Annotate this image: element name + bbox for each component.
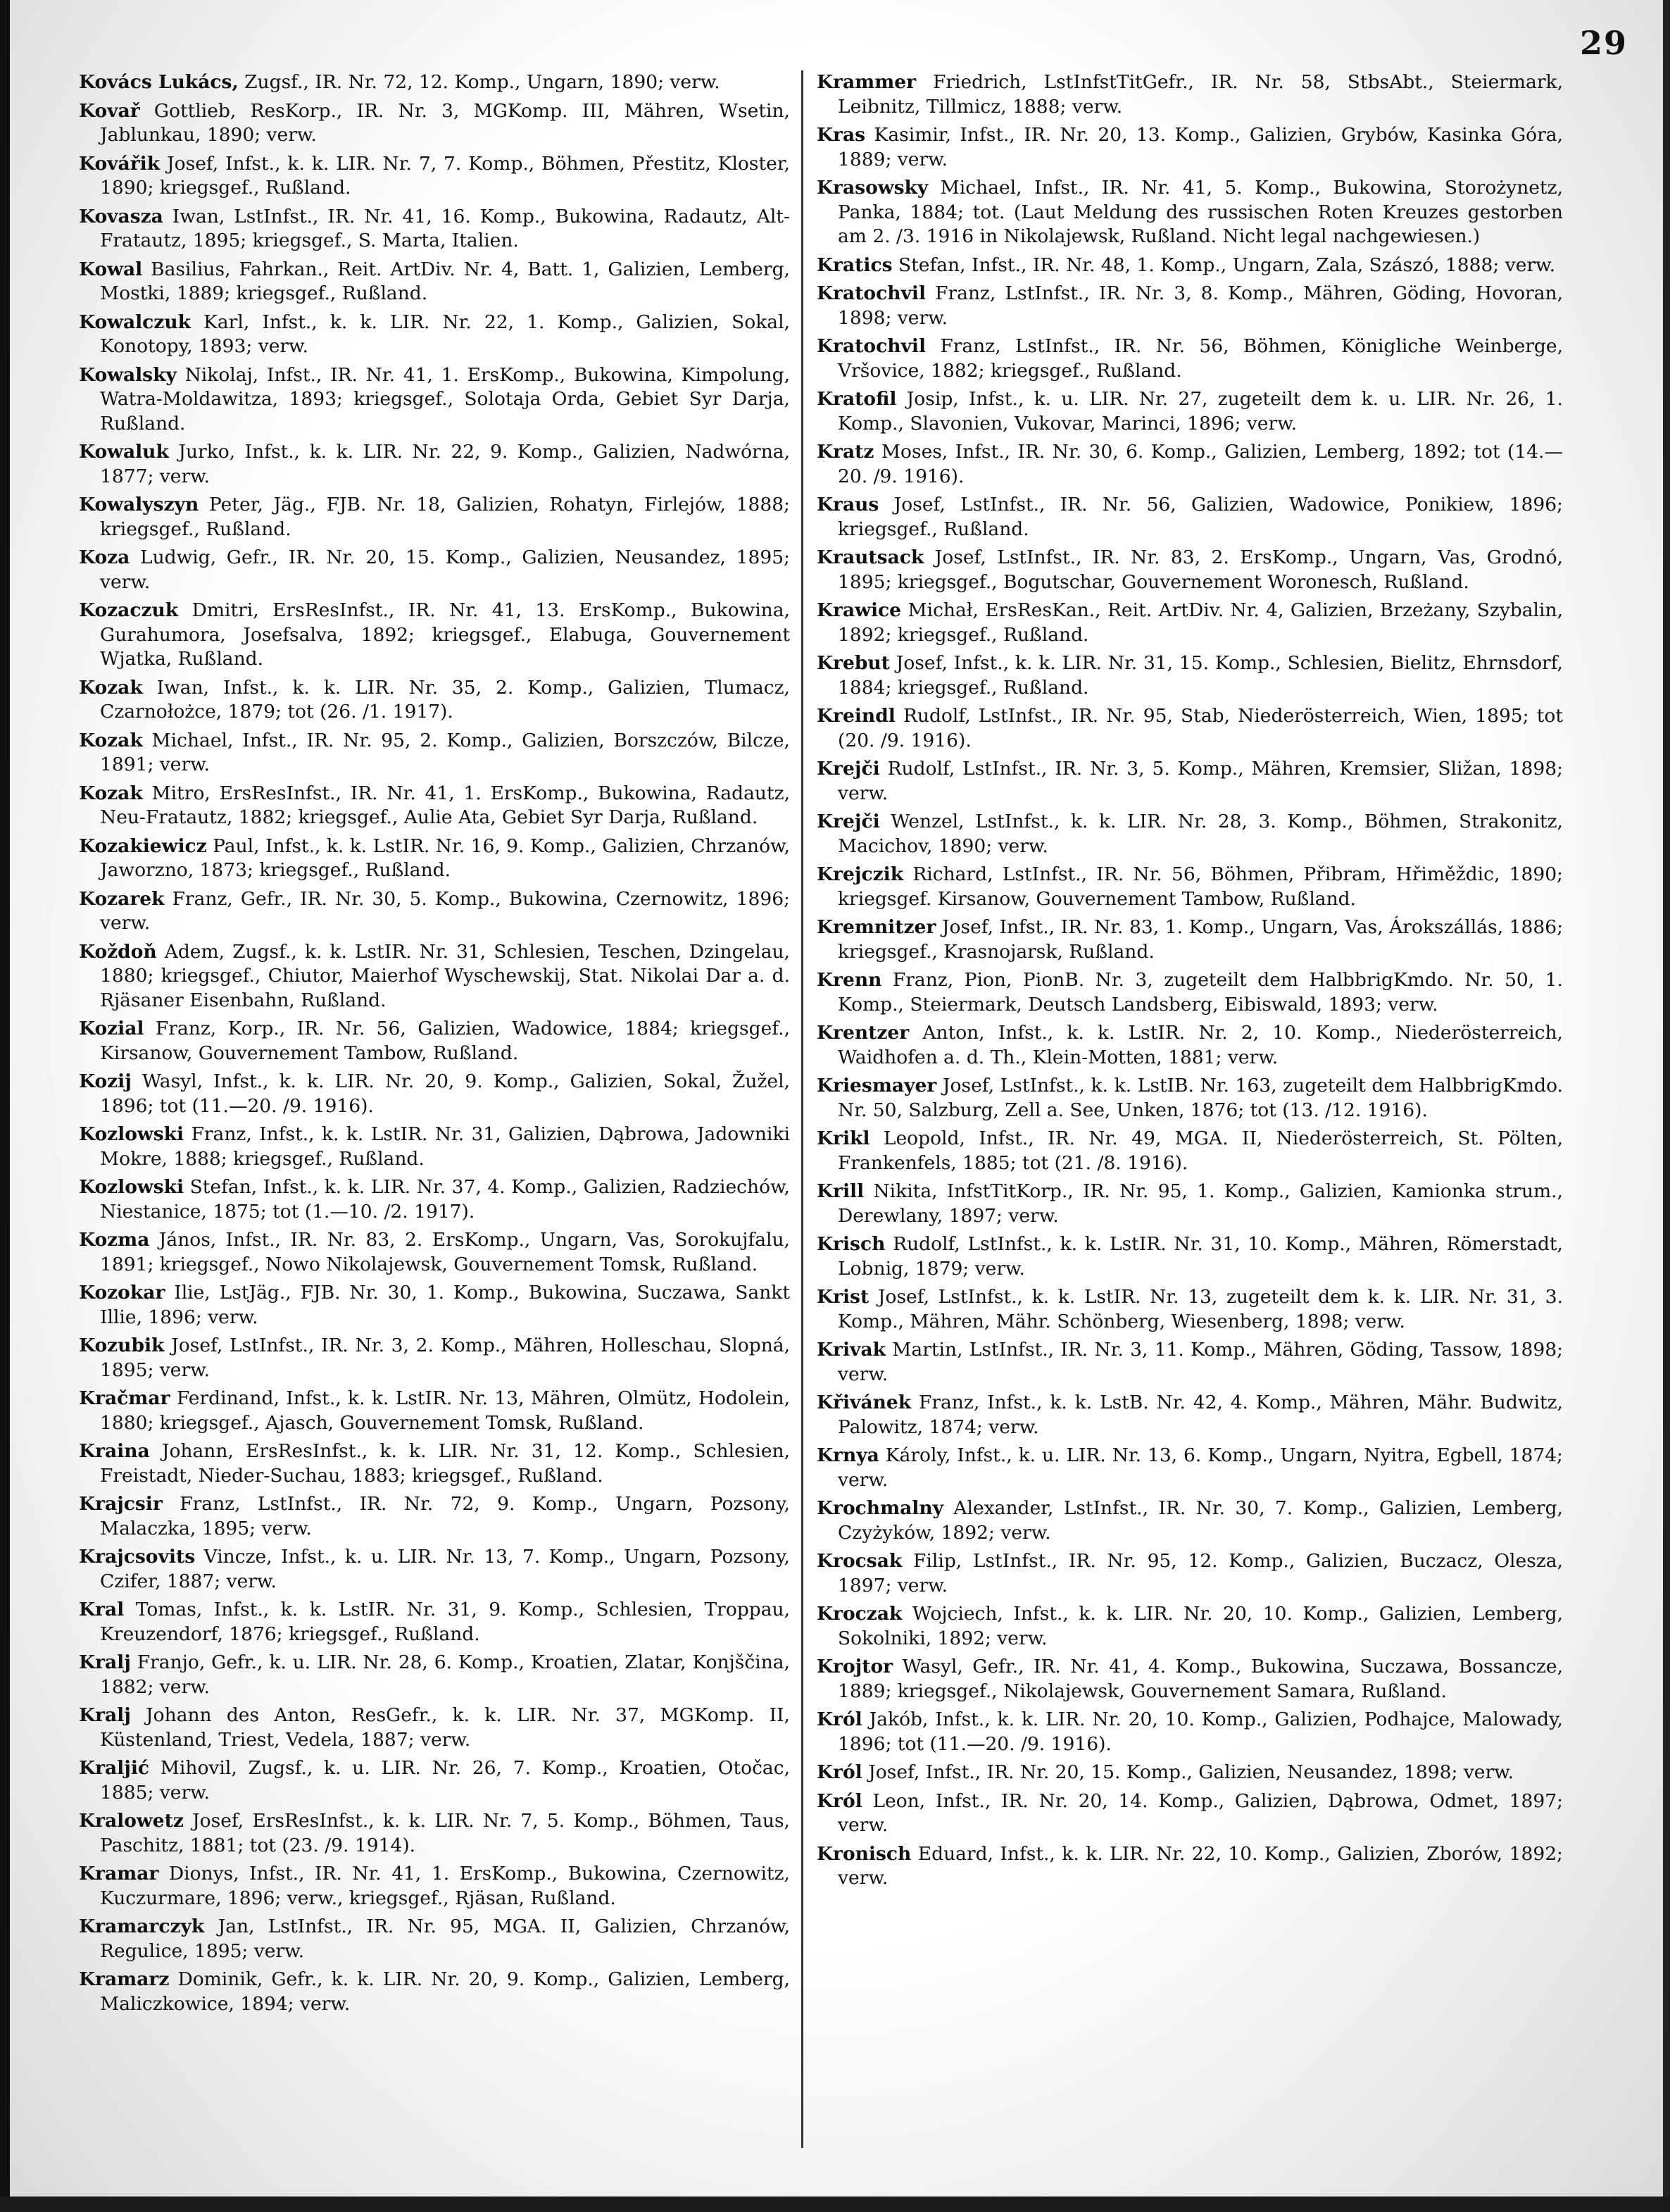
scan-edge-bottom (0, 2197, 1670, 2212)
right-column (817, 70, 1563, 2183)
entry-details: Wasyl, Gefr., IR. Nr. 41, 4. Komp., Bukowina, Suczawa, Bossancze, 1889; kriegsgef., Nikolajewsk, Gouvernement Samara, Rußland. (838, 1656, 1563, 1702)
entry-details: Wasyl, Infst., k. k. LIR. Nr. 20, 9. Komp., Galizien, Sokal, Žužel, 1896; tot (11.—20. /9. 1916). (100, 1070, 790, 1117)
register-entry (817, 1180, 1563, 1228)
register-entry (817, 493, 1563, 542)
entry-surname: Kraina (79, 1440, 150, 1462)
register-entry (79, 152, 790, 201)
entry-surname: Kozial (79, 1018, 144, 1039)
entry-surname: Krawice (817, 599, 902, 621)
register-entry (79, 676, 790, 725)
register-entry (817, 546, 1563, 594)
entry-details: Anton, Infst., k. k. LstIR. Nr. 2, 10. Komp., Niederösterreich, Waidhofen a. d. Th., Klein-Motten, 1881; verw. (838, 1022, 1563, 1068)
entry-surname: Król (817, 1761, 862, 1783)
entry-surname: Kratics (817, 254, 893, 276)
entry-details: Richard, LstInfst., IR. Nr. 56, Böhmen, Přibram, Hřiměždic, 1890; kriegsgef. Kirsanow, Gouvernement Tambow, Rußland. (838, 863, 1563, 910)
entry-surname: Krautsack (817, 546, 924, 568)
entry-details: Johann des Anton, ResGefr., k. k. LIR. Nr. 37, MGKomp. II, Küstenland, Triest, Vedela, 1887; verw. (100, 1704, 790, 1751)
entry-details: Paul, Infst., k. k. LstIR. Nr. 16, 9. Komp., Galizien, Chrzanów, Jaworzno, 1873; kriegsgef., Rußland. (100, 835, 790, 881)
register-entry (817, 1655, 1563, 1704)
entry-surname: Krochmalny (817, 1497, 944, 1519)
entry-surname: Kramarczyk (79, 1916, 205, 1937)
register-entry (817, 282, 1563, 330)
entry-surname: Krammer (817, 71, 917, 93)
entry-surname: Kriesmayer (817, 1075, 937, 1096)
entry-details: Nikolaj, Infst., IR. Nr. 41, 1. ErsKomp., Bukowina, Kimpolung, Watra-Moldawitza, 1893; kriegsgef., Solotaja Orda, Gebiet Syr Darja, Rußland. (100, 363, 790, 435)
register-entry (817, 757, 1563, 806)
entry-details: Michał, ErsResKan., Reit. ArtDiv. Nr. 4, Galizien, Brzeżany, Szybalin, 1892; kriegsgef., Rußland. (838, 599, 1563, 646)
entry-surname: Kowalyszyn (79, 494, 199, 515)
entry-details: Eduard, Infst., k. k. LIR. Nr. 22, 10. Komp., Galizien, Zborów, 1892; verw. (838, 1842, 1563, 1889)
entry-surname: Kračmar (79, 1387, 170, 1409)
register-entry (79, 1704, 790, 1752)
entry-surname: Kraus (817, 494, 879, 515)
register-entry (817, 968, 1563, 1017)
entry-surname: Kozlowski (79, 1123, 184, 1145)
register-entry (79, 1334, 790, 1382)
entry-surname: Krajcsovits (79, 1546, 196, 1568)
entry-details: Michael, Infst., IR. Nr. 41, 5. Komp., Bukowina, Storożynetz, Panka, 1884; tot. (Laut Meldung des russischen Roten Kreuzes gestorben am 2. /3. 1916 in Nikolajewsk, Rußland. Nicht legal nachgewiesen.) (838, 177, 1563, 247)
entry-details: Franz, Korp., IR. Nr. 56, Galizien, Wadowice, 1884; kriegsgef., Kirsanow, Gouvernement Tambow, Rußland. (100, 1018, 790, 1064)
register-entry (79, 1439, 790, 1488)
entry-surname: Koza (79, 546, 130, 568)
register-entry (817, 916, 1563, 964)
entry-surname: Kowalsky (79, 363, 177, 386)
entry-surname: Kowaluk (79, 441, 169, 463)
entry-details: Franz, Gefr., IR. Nr. 30, 5. Komp., Bukowina, Czernowitz, 1896; verw. (100, 887, 790, 934)
left-column (79, 70, 790, 2183)
entry-details: Franz, LstInfst., IR. Nr. 3, 8. Komp., Mähren, Göding, Hovoran, 1898; verw. (838, 282, 1563, 329)
entry-surname: Kozaczuk (79, 599, 179, 621)
register-entry (817, 1842, 1563, 1891)
entry-surname: Kratochvil (817, 335, 927, 357)
entry-details: Rudolf, LstInfst., IR. Nr. 95, Stab, Niederösterreich, Wien, 1895; tot (20. /9. 1916). (838, 705, 1563, 751)
columns (0, 70, 1670, 2190)
register-entry (79, 1492, 790, 1541)
entry-details: Michael, Infst., IR. Nr. 95, 2. Komp., Galizien, Borszczów, Bilcze, 1891; verw. (100, 729, 790, 775)
entry-surname: Kozlowski (79, 1176, 184, 1198)
entry-details: Stefan, Infst., IR. Nr. 48, 1. Komp., Ungarn, Zala, Szászó, 1888; verw. (898, 254, 1556, 276)
register-entry (817, 810, 1563, 858)
entry-details: Franjo, Gefr., k. u. LIR. Nr. 28, 6. Komp., Kroatien, Zlatar, Konjščina, 1882; verw. (100, 1651, 790, 1698)
entry-surname: Kralj (79, 1704, 131, 1726)
entry-details: Iwan, LstInfst., IR. Nr. 41, 16. Komp., Bukowina, Radautz, Alt-Fratautz, 1895; kriegsgef., S. Marta, Italien. (100, 205, 790, 251)
entry-surname: Krejči (817, 758, 880, 780)
entry-details: Adem, Zugsf., k. k. LstIR. Nr. 31, Schlesien, Teschen, Dzingelau, 1880; kriegsgef., Chiutor, Maierhof Wyschewskij, Stat. Nikolai Dar a. d. Rjäsaner Eisenbahn, Rußland. (100, 940, 790, 1011)
entry-surname: Kronisch (817, 1842, 912, 1865)
entry-details: Josef, LstInfst., IR. Nr. 56, Galizien, Wadowice, Ponikiew, 1896; kriegsgef., Rußland. (838, 494, 1563, 540)
entry-details: Mihovil, Zugsf., k. u. LIR. Nr. 26, 7. Komp., Kroatien, Otočac, 1885; verw. (100, 1757, 790, 1804)
entry-details: Moses, Infst., IR. Nr. 30, 6. Komp., Galizien, Lemberg, 1892; tot (14.—20. /9. 1916). (838, 441, 1563, 487)
entry-surname: Krojtor (817, 1656, 893, 1677)
entry-details: Zugsf., IR. Nr. 72, 12. Komp., Ungarn, 1890; verw. (244, 71, 720, 93)
entry-details: Karl, Infst., k. k. LIR. Nr. 22, 1. Komp., Galizien, Sokal, Konotopy, 1893; verw. (100, 311, 790, 357)
register-entry (79, 1228, 790, 1277)
entry-details: Dionys, Infst., IR. Nr. 41, 1. ErsKomp., Bukowina, Czernowitz, Kuczurmare, 1896; verw., kriegsgef., Rjäsan, Rußland. (100, 1863, 790, 1909)
entry-details: Gottlieb, ResKorp., IR. Nr. 3, MGKomp. III, Mähren, Wsetin, Jablunkau, 1890; verw. (100, 99, 790, 146)
entry-surname: Krist (817, 1286, 869, 1308)
register-entry (817, 176, 1563, 249)
entry-details: Mitro, ErsResInfst., IR. Nr. 41, 1. ErsKomp., Bukowina, Radautz, Neu-Fratautz, 1882; kriegsgef., Aulie Ata, Gebiet Syr Darja, Rußland. (100, 782, 790, 828)
register-entry (79, 1862, 790, 1911)
register-entry (79, 1915, 790, 1963)
entry-surname: Krejczik (817, 863, 904, 885)
register-entry (817, 1391, 1563, 1439)
register-entry (79, 99, 790, 148)
entry-details: Wojciech, Infst., k. k. LIR. Nr. 20, 10. Komp., Galizien, Lemberg, Sokolniki, 1892; verw. (838, 1603, 1563, 1649)
register-entry (817, 599, 1563, 647)
entry-details: Franz, Pion, PionB. Nr. 3, zugeteilt dem HalbbrigKmdo. Nr. 50, 1. Komp., Steiermark, Deutsch Landsberg, Eibiswald, 1893; verw. (838, 969, 1563, 1016)
entry-details: Ferdinand, Infst., k. k. LstIR. Nr. 13, Mähren, Olmütz, Hodolein, 1880; kriegsgef., Ajasch, Gouvernement Tomsk, Rußland. (100, 1387, 790, 1434)
entry-details: Rudolf, LstInfst., IR. Nr. 3, 5. Komp., Mähren, Kremsier, Sližan, 1898; verw. (838, 758, 1563, 804)
entry-surname: Krasowsky (817, 177, 929, 199)
entry-details: Franz, LstInfst., IR. Nr. 72, 9. Komp., Ungarn, Pozsony, Malaczka, 1895; verw. (100, 1493, 790, 1539)
register-entry (79, 363, 790, 437)
entry-surname: Kral (79, 1599, 125, 1620)
register-entry (817, 70, 1563, 119)
register-entry (79, 440, 790, 489)
register-entry (817, 1232, 1563, 1281)
entry-surname: Krisch (817, 1233, 886, 1255)
entry-surname: Krocsak (817, 1550, 903, 1572)
register-entry (817, 1496, 1563, 1545)
entry-surname: Kozubik (79, 1335, 165, 1356)
entry-surname: Kozokar (79, 1282, 165, 1304)
entry-surname: Kovářik (79, 152, 161, 175)
register-entry (79, 311, 790, 359)
register-entry (817, 1021, 1563, 1070)
register-entry (79, 887, 790, 936)
entry-details: Tomas, Infst., k. k. LstIR. Nr. 31, 9. Komp., Schlesien, Troppau, Kreuzendorf, 1876; kriegsgef., Rußland. (100, 1599, 790, 1645)
entry-details: Leopold, Infst., IR. Nr. 49, MGA. II, Niederösterreich, St. Pölten, Frankenfels, 1885; tot (21. /8. 1916). (838, 1127, 1563, 1174)
entry-details: Josef, Infst., k. k. LIR. Nr. 7, 7. Komp., Böhmen, Přestitz, Kloster, 1890; kriegsgef., Rußland. (100, 152, 790, 199)
entry-surname: Kratz (817, 441, 874, 463)
entry-surname: Kremnitzer (817, 916, 936, 938)
entry-surname: Kozij (79, 1070, 132, 1092)
register-entry (817, 704, 1563, 753)
entry-surname: Kratofil (817, 388, 897, 410)
register-entry (79, 782, 790, 830)
entry-details: Károly, Infst., k. u. LIR. Nr. 13, 6. Komp., Ungarn, Nyitra, Egbell, 1874; verw. (838, 1444, 1563, 1491)
entry-surname: Kramarz (79, 1968, 170, 1990)
entry-details: Leon, Infst., IR. Nr. 20, 14. Komp., Galizien, Dąbrowa, Odmet, 1897; verw. (838, 1789, 1563, 1836)
register-entry (79, 1809, 790, 1858)
entry-details: Franz, Infst., k. k. LstIR. Nr. 31, Galizien, Dąbrowa, Jadowniki Mokre, 1888; kriegsgef., Rußland. (100, 1123, 790, 1170)
entry-surname: Kowalczuk (79, 311, 191, 333)
entry-details: Alexander, LstInfst., IR. Nr. 30, 7. Komp., Galizien, Lemberg, Czyżyków, 1892; verw. (838, 1497, 1563, 1544)
entry-surname: Kras (817, 124, 866, 146)
entry-surname: Kozak (79, 729, 143, 751)
register-entry (817, 1285, 1563, 1334)
entry-surname: Kozma (79, 1229, 150, 1251)
entry-surname: Křivánek (817, 1392, 912, 1413)
register-entry (817, 387, 1563, 436)
register-entry (79, 258, 790, 306)
register-entry (79, 835, 790, 883)
entry-details: Kasimir, Infst., IR. Nr. 20, 13. Komp., Galizien, Grybów, Kasinka Góra, 1889; verw. (838, 124, 1563, 170)
register-entry (817, 123, 1563, 172)
entry-details: Vincze, Infst., k. u. LIR. Nr. 13, 7. Komp., Ungarn, Pozsony, Czifer, 1887; verw. (100, 1546, 790, 1592)
entry-details: Dmitri, ErsResInfst., IR. Nr. 41, 13. ErsKomp., Bukowina, Gurahumora, Josefsalva, 1892; kriegsgef., Elabuga, Gouvernement Wjatka, Rußland. (100, 599, 790, 670)
register-entry (79, 1756, 790, 1805)
entry-surname: Król (817, 1789, 862, 1812)
entry-surname: Krnya (817, 1444, 879, 1466)
register-entry (817, 1549, 1563, 1598)
entry-details: János, Infst., IR. Nr. 83, 2. ErsKomp., Ungarn, Vas, Sorokujfalu, 1891; kriegsgef., Nowo Nikolajewsk, Gouvernement Tomsk, Rußland. (100, 1229, 790, 1275)
entry-surname: Król (817, 1708, 862, 1730)
entry-details: Josip, Infst., k. u. LIR. Nr. 27, zugeteilt dem k. u. LIR. Nr. 26, 1. Komp., Slavonien, Vukovar, Marinci, 1896; verw. (838, 388, 1563, 435)
entry-details: Wenzel, LstInfst., k. k. LIR. Nr. 28, 3. Komp., Böhmen, Strakonitz, Macichov, 1890; verw. (838, 811, 1563, 857)
entry-details: Filip, LstInfst., IR. Nr. 95, 12. Komp., Galizien, Buczacz, Olesza, 1897; verw. (838, 1550, 1563, 1596)
entry-surname: Koždoň (79, 940, 157, 963)
entry-details: Josef, Infst., k. k. LIR. Nr. 31, 15. Komp., Schlesien, Bielitz, Ehrnsdorf, 1884; kriegsgef., Rußland. (838, 652, 1563, 699)
register-entry (817, 1602, 1563, 1651)
entry-details: Iwan, Infst., k. k. LIR. Nr. 35, 2. Komp., Galizien, Tlumacz, Czarnołożce, 1879; tot (26. /1. 1917). (100, 676, 790, 723)
entry-details: Basilius, Fahrkan., Reit. ArtDiv. Nr. 4, Batt. 1, Galizien, Lemberg, Mostki, 1889; kriegsgef., Rußland. (100, 258, 790, 304)
entry-surname: Kroczak (817, 1603, 903, 1625)
register-entry (817, 1127, 1563, 1175)
register-entry (79, 1123, 790, 1171)
entry-surname: Kozarek (79, 887, 165, 910)
register-entry (79, 1598, 790, 1646)
register-entry (79, 1017, 790, 1066)
entry-surname: Krajcsir (79, 1493, 163, 1515)
register-entry (79, 70, 790, 95)
register-entry (817, 1708, 1563, 1756)
entry-surname: Kovař (79, 99, 140, 122)
entry-details: Johann, ErsResInfst., k. k. LIR. Nr. 31, 12. Komp., Schlesien, Freistadt, Nieder-Suchau, 1883; kriegsgef., Rußland. (100, 1440, 790, 1487)
entry-surname: Krill (817, 1180, 865, 1202)
register-entry (79, 729, 790, 777)
register-entry (79, 1968, 790, 2016)
entry-surname: Krejči (817, 811, 880, 832)
register-entry (79, 493, 790, 542)
register-entry (817, 1761, 1563, 1785)
register-entry (817, 1074, 1563, 1123)
entry-details: Friedrich, LstInfstTitGefr., IR. Nr. 58, StbsAbt., Steiermark, Leibnitz, Tillmicz, 1888; verw. (838, 71, 1563, 118)
register-entry (817, 1789, 1563, 1838)
entry-details: Martin, LstInfst., IR. Nr. 3, 11. Komp., Mähren, Göding, Tassow, 1898; verw. (838, 1339, 1563, 1385)
register-entry (817, 651, 1563, 700)
entry-surname: Kratochvil (817, 282, 927, 304)
entry-details: Josef, Infst., IR. Nr. 20, 15. Komp., Galizien, Neusandez, 1898; verw. (868, 1761, 1514, 1783)
entry-details: Josef, Infst., IR. Nr. 83, 1. Komp., Ungarn, Vas, Árokszállás, 1886; kriegsgef., Krasnojarsk, Rußland. (838, 916, 1563, 963)
entry-surname: Krentzer (817, 1022, 910, 1044)
entry-surname: Kralowetz (79, 1810, 184, 1832)
entry-details: Franz, Infst., k. k. LstB. Nr. 42, 4. Komp., Mähren, Mähr. Budwitz, Palowitz, 1874; verw. (838, 1392, 1563, 1438)
entry-details: Jurko, Infst., k. k. LIR. Nr. 22, 9. Komp., Galizien, Nadwórna, 1877; verw. (100, 441, 790, 487)
register-entry (79, 1070, 790, 1118)
entry-details: Stefan, Infst., k. k. LIR. Nr. 37, 4. Komp., Galizien, Radziechów, Niestanice, 1875; tot (1.—10. /2. 1917). (100, 1176, 790, 1223)
entry-surname: Krenn (817, 969, 882, 991)
register-entry (79, 1281, 790, 1330)
entry-details: Jakób, Infst., k. k. LIR. Nr. 20, 10. Komp., Galizien, Podhajce, Malowady, 1896; tot (11.—20. /9. 1916). (838, 1708, 1563, 1755)
entry-surname: Kozakiewicz (79, 835, 207, 857)
page-number: 29 (1579, 24, 1628, 62)
register-entry (79, 599, 790, 672)
register-entry (79, 1175, 790, 1224)
register-entry (79, 1387, 790, 1435)
entry-surname: Krebut (817, 652, 890, 674)
entry-surname: Kralj (79, 1651, 131, 1673)
entry-details: Josef, ErsResInfst., k. k. LIR. Nr. 7, 5. Komp., Böhmen, Taus, Paschitz, 1881; tot (23. /9. 1914). (100, 1810, 790, 1856)
entry-details: Jan, LstInfst., IR. Nr. 95, MGA. II, Galizien, Chrzanów, Regulice, 1895; verw. (100, 1916, 790, 1962)
register-entry (817, 863, 1563, 911)
register-entry (79, 205, 790, 254)
entry-surname: Kozak (79, 676, 143, 699)
entry-surname: Kreindl (817, 705, 896, 727)
entry-details: Dominik, Gefr., k. k. LIR. Nr. 20, 9. Komp., Galizien, Lemberg, Maliczkowice, 1894; verw. (100, 1968, 790, 2015)
register-entry (79, 1651, 790, 1699)
register-entry (817, 440, 1563, 489)
entry-details: Josef, LstInfst., IR. Nr. 83, 2. ErsKomp., Ungarn, Vas, Grodnó, 1895; kriegsgef., Bogutschar, Gouvernement Woronesch, Rußland. (838, 546, 1563, 593)
entry-surname: Krikl (817, 1127, 870, 1149)
entry-surname: Kozak (79, 782, 143, 804)
entry-details: Nikita, InfstTitKorp., IR. Nr. 95, 1. Komp., Galizien, Kamionka strum., Derewlany, 1897; verw. (838, 1180, 1563, 1227)
register-entry (79, 546, 790, 594)
entry-surname: Kraljić (79, 1757, 150, 1779)
entry-details: Rudolf, LstInfst., k. k. LstIR. Nr. 31, 10. Komp., Mähren, Römerstadt, Lobnig, 1879; verw. (838, 1233, 1563, 1280)
register-entry (79, 940, 790, 1013)
register-entry (79, 1545, 790, 1594)
entry-surname: Kowal (79, 258, 143, 280)
entry-details: Franz, LstInfst., IR. Nr. 56, Böhmen, Königliche Weinberge, Vršovice, 1882; kriegsgef., Rußland. (838, 335, 1563, 382)
entry-details: Josef, LstInfst., k. k. LstIB. Nr. 163, zugeteilt dem HalbbrigKmdo. Nr. 50, Salzburg, Zell a. See, Unken, 1876; tot (13. /12. 1916). (838, 1075, 1563, 1121)
entry-surname: Kovasza (79, 205, 163, 227)
entry-surname: Kovács Lukács, (79, 71, 239, 93)
entry-details: Ilie, LstJäg., FJB. Nr. 30, 1. Komp., Bukowina, Suczawa, Sankt Illie, 1896; verw. (100, 1282, 790, 1328)
entry-details: Ludwig, Gefr., IR. Nr. 20, 15. Komp., Galizien, Neusandez, 1895; verw. (100, 546, 790, 593)
register-entry (817, 254, 1563, 278)
entry-surname: Kramar (79, 1863, 159, 1885)
register-entry (817, 335, 1563, 383)
entry-surname: Krivak (817, 1339, 886, 1361)
entry-details: Josef, LstInfst., IR. Nr. 3, 2. Komp., Mähren, Holleschau, Slopná, 1895; verw. (100, 1335, 790, 1381)
register-entry (817, 1444, 1563, 1492)
entry-details: Peter, Jäg., FJB. Nr. 18, Galizien, Rohatyn, Firlejów, 1888; kriegsgef., Rußland. (100, 494, 790, 540)
register-entry (817, 1338, 1563, 1387)
entry-details: Josef, LstInfst., k. k. LstIR. Nr. 13, zugeteilt dem k. k. LIR. Nr. 31, 3. Komp., Mähren, Mähr. Schönberg, Wiesenberg, 1898; verw. (838, 1286, 1563, 1332)
